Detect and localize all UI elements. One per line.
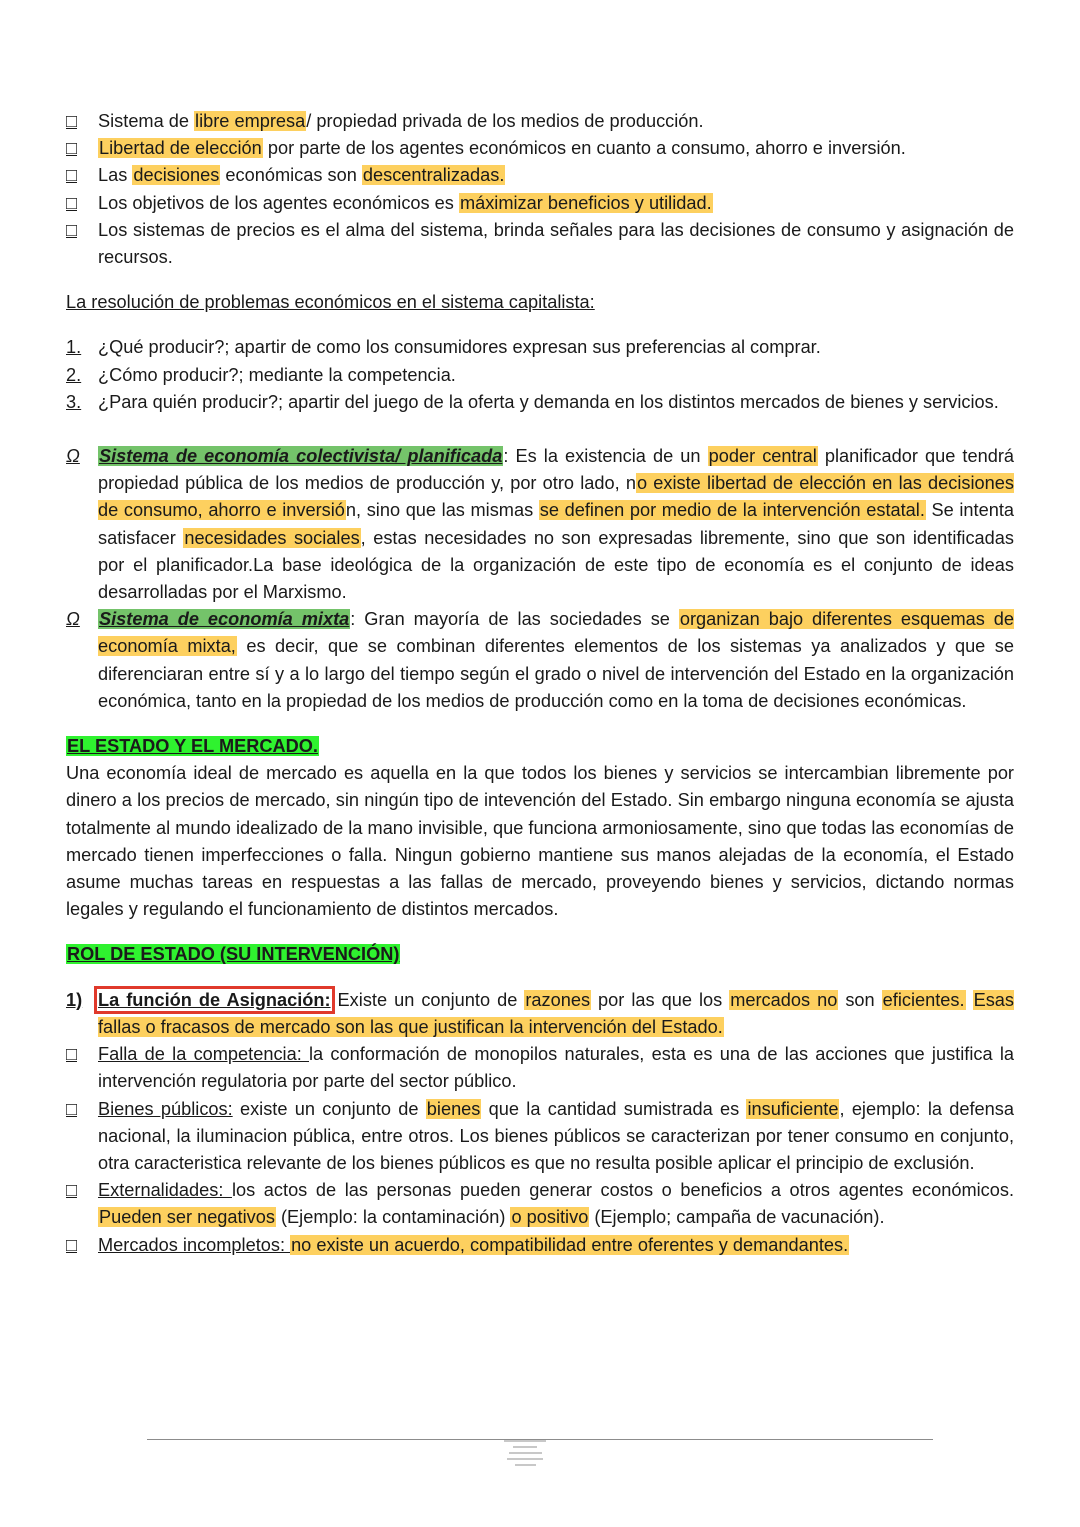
list-item: 3. ¿Para quién producir?; apartir del juego de la oferta y demanda en los distintos mercados de bienes y servicios. (66, 389, 1014, 416)
resolution-list (66, 334, 1014, 416)
page-footer (147, 1436, 933, 1476)
bullet-icon: □ (66, 1044, 77, 1065)
list-number: 3. (66, 391, 82, 412)
section-heading-estado-mercado: EL ESTADO Y EL MERCADO. (67, 736, 318, 757)
list-number: 1) (66, 989, 83, 1010)
item-label: Externalidades: (98, 1180, 232, 1201)
list-item: □ Sistema de libre empresa/ propiedad privada de los medios de producción. (66, 108, 1014, 135)
document-page (66, 108, 1014, 1259)
system-title: Sistema de economía mixta (99, 609, 350, 630)
list-item: □ Bienes públicos: existe un conjunto de bienes que la cantidad sumistrada es insuficiente, ejemplo: la defensa nacional, la iluminacion pública, entre otros. Los bienes públicos se caracterizan por tener consumo en conjunto, otra caracteristica relevante de los bienes públicos es que no resulta posible aplicar el principio de exclusión. (66, 1096, 1014, 1178)
asignacion-title: La función de Asignación: (98, 989, 331, 1010)
bullet-icon: □ (66, 165, 77, 186)
list-item: 1. ¿Qué producir?; apartir de como los consumidores expresan sus preferencias al comprar. (66, 334, 1014, 361)
omega-icon: Ω (66, 609, 80, 630)
footer-logo-icon (495, 1436, 555, 1474)
item-label: Mercados incompletos: (98, 1234, 291, 1255)
list-item: 2. ¿Cómo producir?; mediante la competencia. (66, 362, 1014, 389)
system-mixta: Ω Sistema de economía mixta: Gran mayoría de las sociedades se organizan bajo diferentes esquemas de economía mixta, es decir, que se combinan diferentes elementos de los sistemas ya analizados y que se diferenciaran entre sí y a lo largo del tiempo según el grado o nivel de intervención del Estado en la organización económica, tanto en la propiedad de los medios de producción como en la toma de decisiones económicas. (66, 606, 1014, 715)
list-item: □ Los sistemas de precios es el alma del sistema, brinda señales para las decisiones de consumo y asignación de recursos. (66, 217, 1014, 271)
system-colectivista: Ω Sistema de economía colectivista/ planificada: Es la existencia de un poder central planificador que tendrá propiedad pública de los medios de producción y, por otro lado, no existe libertad de elección en las decisiones de consumo, ahorro e inversión, sino que las mismas se definen por medio de la intervención estatal. Se intenta satisfacer necesidades sociales, estas necesidades no son expresadas libremente, sino que son identificadas por el planificador.La base ideológica de la organización de este tipo de economía es el conjunto de ideas desarrolladas por el Marxismo. (66, 443, 1014, 606)
list-item: □ Mercados incompletos: no existe un acuerdo, compatibilidad entre oferentes y demandantes. (66, 1232, 1014, 1259)
omega-icon: Ω (66, 446, 80, 467)
bullet-icon: □ (66, 111, 77, 131)
section-heading-rol-estado: ROL DE ESTADO (SU INTERVENCIÓN) (67, 944, 400, 965)
list-item: □ Libertad de elección por parte de los agentes económicos en cuanto a consumo, ahorro e inversión. (66, 135, 1014, 162)
resolution-heading: La resolución de problemas económicos en el sistema capitalista: (66, 292, 595, 313)
bullet-icon: □ (66, 138, 77, 159)
bullet-icon: □ (66, 192, 77, 213)
bullet-icon: □ (66, 219, 77, 240)
capitalist-features-list (66, 108, 1014, 271)
bullet-icon: □ (66, 1180, 77, 1201)
list-number: 1. (66, 337, 82, 358)
item-label: Bienes públicos: (98, 1098, 233, 1119)
list-item: □ Falla de la competencia: la conformación de monopilos naturales, esta es una de las acciones que justifica la intervención regulatoria por parte del sector público. (66, 1041, 1014, 1095)
bullet-icon: □ (66, 1234, 77, 1255)
list-item: □ Las decisiones económicas son descentralizadas. (66, 162, 1014, 189)
bullet-icon: □ (66, 1098, 77, 1119)
list-item: □ Externalidades: los actos de las personas pueden generar costos o beneficios a otros agentes económicos. Pueden ser negativos (Ejemplo: la contaminación) o positivo (Ejemplo; campaña de vacunación). (66, 1177, 1014, 1231)
system-title: Sistema de economía colectivista/ planificada (99, 446, 503, 467)
asignacion-item: 1) La función de Asignación: Existe un conjunto de razones por las que los mercados no son eficientes. Esas fallas o fracasos de mercado son las que justifican la intervención del Estado. (66, 987, 1014, 1041)
estado-mercado-paragraph: Una economía ideal de mercado es aquella en la que todos los bienes y servicios se intercambian libremente por dinero a los precios de mercado, sin ningún tipo de intevención del Estado. Sin embargo ninguna economía se ajusta totalmente al mundo idealizado de la mano invisible, que funciona armoniosamente, sino que todas las economías de mercado tienen imperfecciones o falla. Ningun gobierno mantiene sus manos alejadas de la economía, el Estado asume muchas tareas en respuestas a las fallas de mercado, proveyendo bienes y servicios, dictando normas legales y regulando el funcionamiento de distintos mercados. (66, 763, 1014, 920)
list-number: 2. (66, 364, 82, 385)
list-item: □ Los objetivos de los agentes económicos es máximizar beneficios y utilidad. (66, 190, 1014, 217)
item-label: Falla de la competencia: (98, 1044, 309, 1065)
